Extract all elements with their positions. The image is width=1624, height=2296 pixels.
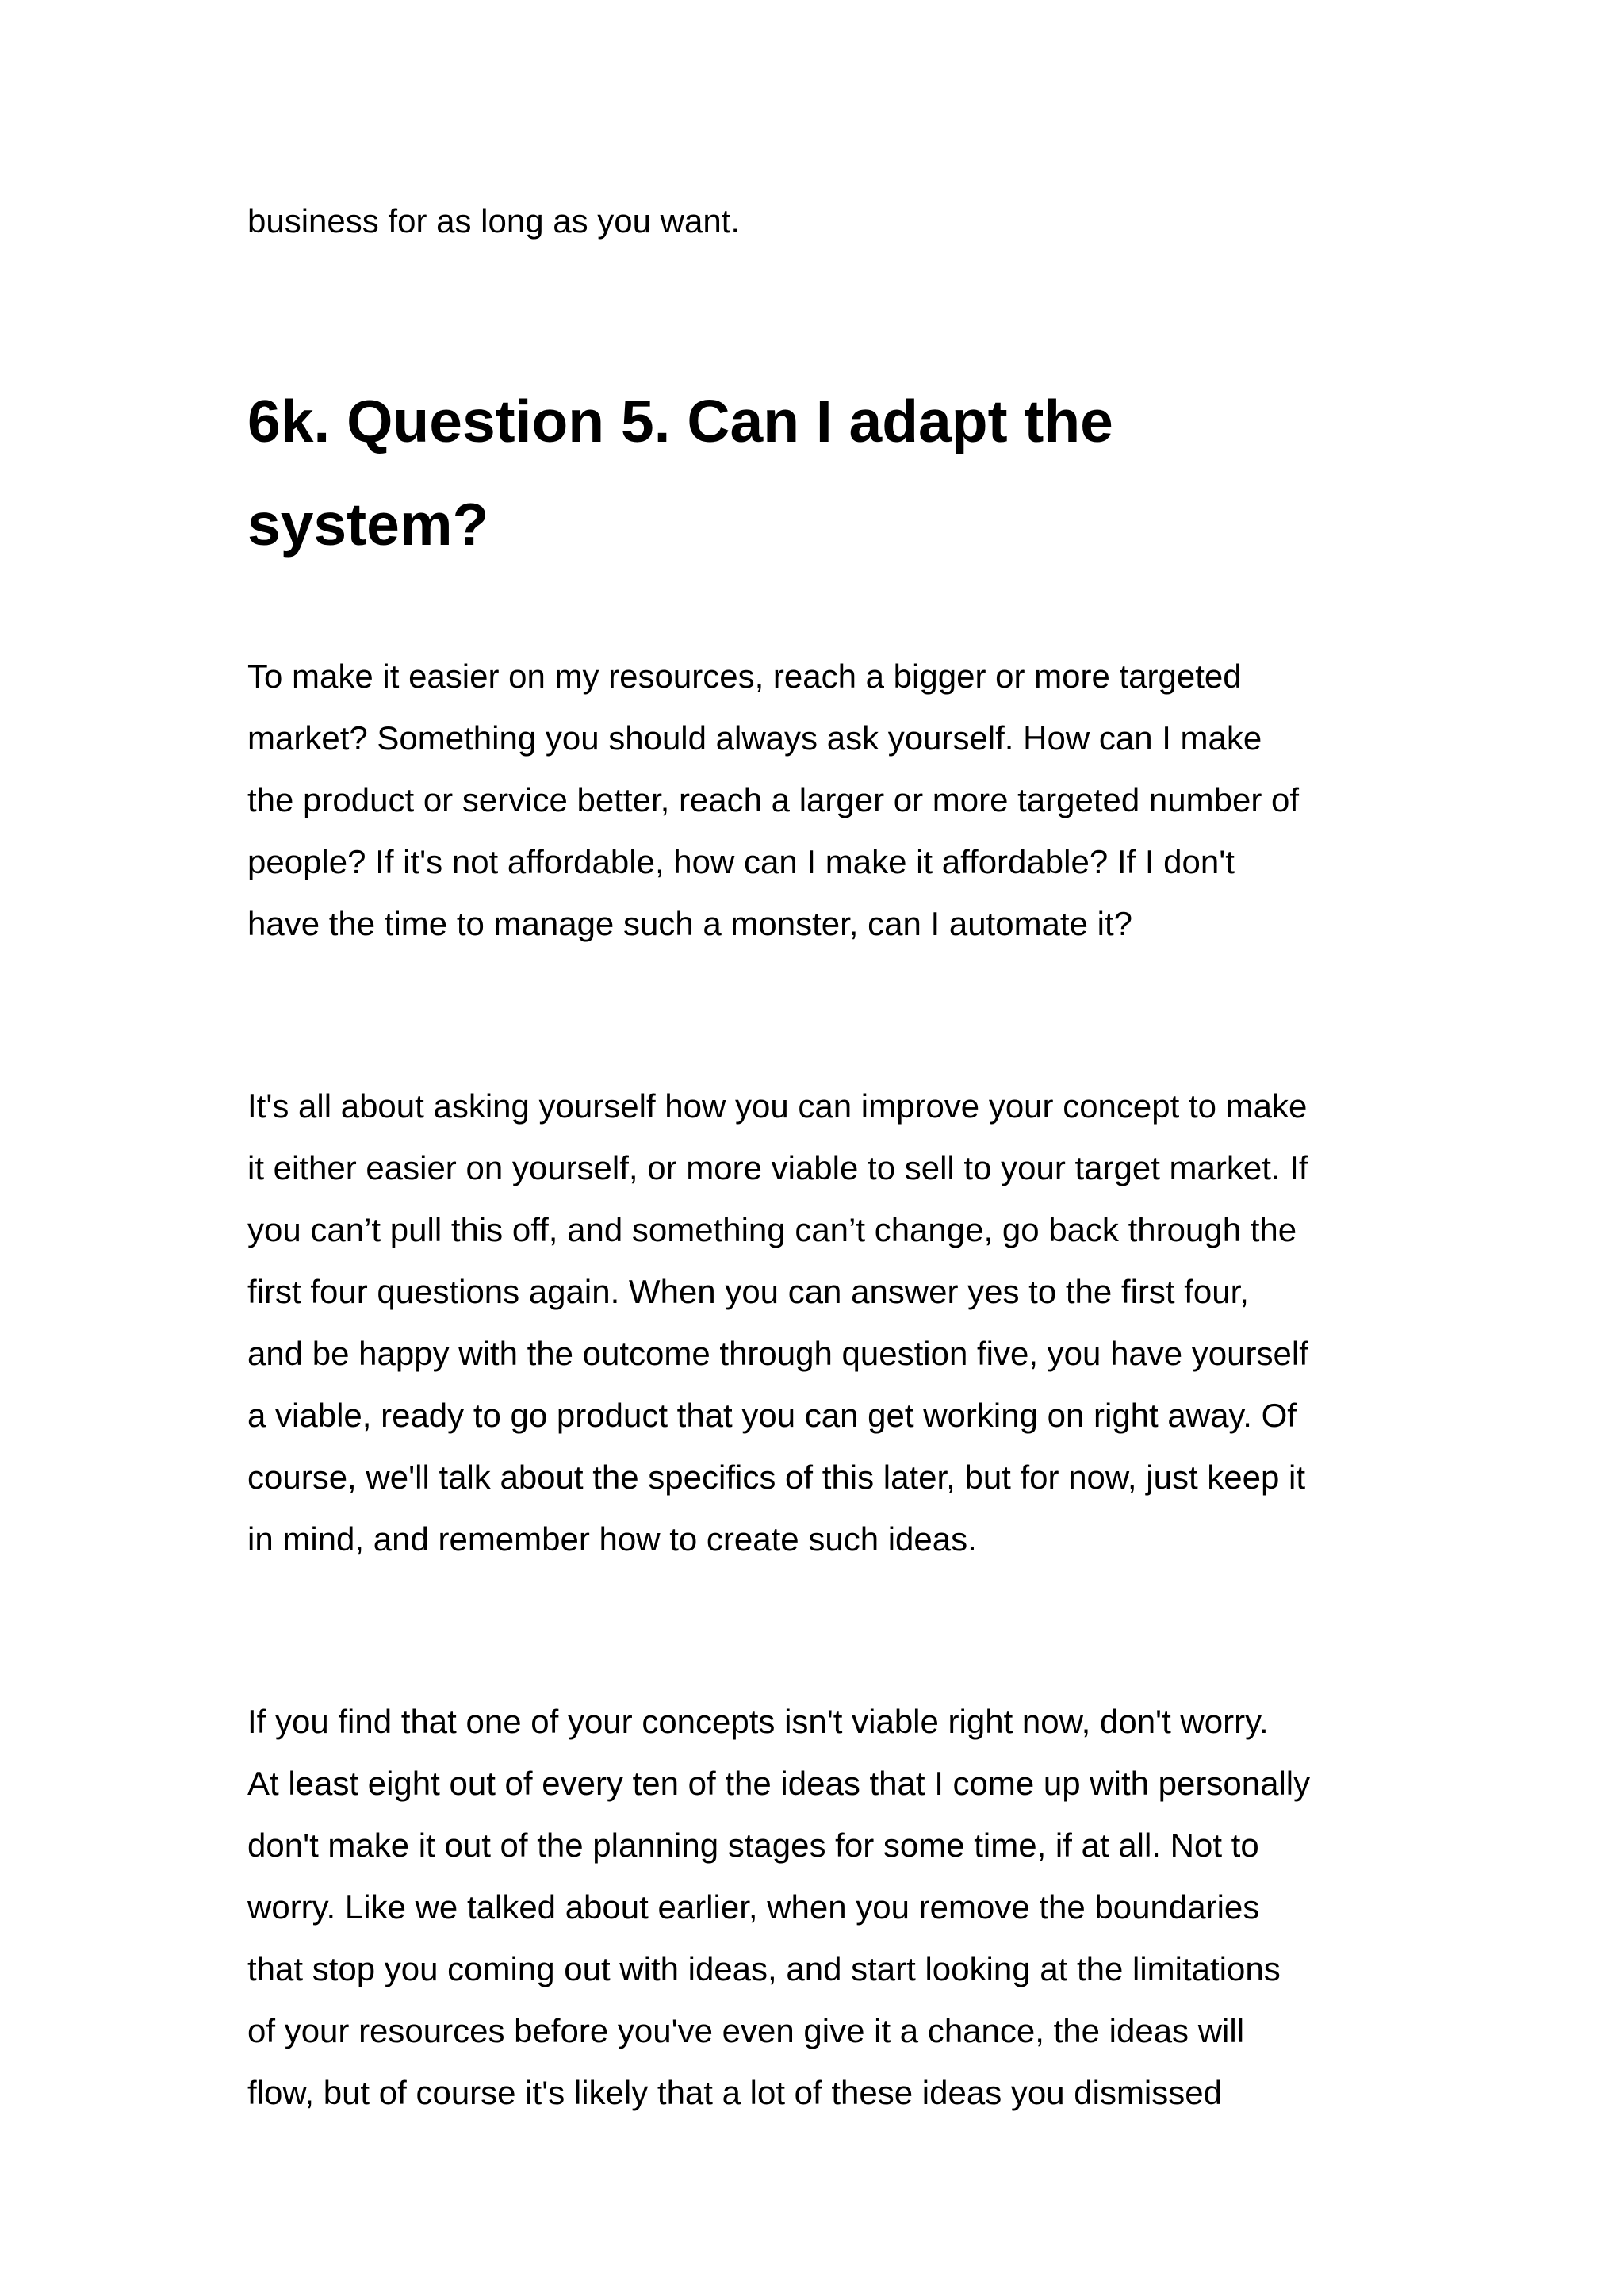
paragraph-line: you can’t pull this off, and something can’t change, go back through the bbox=[247, 1211, 1297, 1248]
paragraph-3 bbox=[247, 1691, 1310, 2124]
paragraph-line: the product or service better, reach a larger or more targeted number of bbox=[247, 781, 1300, 818]
paragraph-line: At least eight out of every ten of the ideas that I come up with personally bbox=[247, 1765, 1311, 1802]
heading-line: 6k. Question 5. Can I adapt the bbox=[247, 388, 1113, 454]
paragraph-line: a viable, ready to go product that you can get working on right away. Of bbox=[247, 1397, 1297, 1434]
paragraph-line: worry. Like we talked about earlier, when you remove the boundaries bbox=[247, 1888, 1260, 1926]
paragraph-line: If you find that one of your concepts isn't viable right now, don't worry. bbox=[247, 1703, 1269, 1740]
paragraph-line: To make it easier on my resources, reach a bigger or more targeted bbox=[247, 657, 1242, 695]
paragraph-line: in mind, and remember how to create such ideas. bbox=[247, 1520, 977, 1558]
lead-line: business for as long as you want. bbox=[247, 202, 741, 240]
paragraph-line: and be happy with the outcome through question five, you have yourself bbox=[247, 1335, 1308, 1372]
paragraph-line: people? If it's not affordable, how can I make it affordable? If I don't bbox=[247, 843, 1235, 880]
paragraph-line: have the time to manage such a monster, can I automate it? bbox=[247, 905, 1132, 942]
paragraph-line: that stop you coming out with ideas, and start looking at the limitations bbox=[247, 1950, 1281, 1987]
paragraph-1 bbox=[247, 646, 1299, 955]
heading-line: system? bbox=[247, 491, 489, 558]
paragraph-line: It's all about asking yourself how you can improve your concept to make bbox=[247, 1087, 1308, 1125]
paragraph-line: market? Something you should always ask yourself. How can I make bbox=[247, 719, 1262, 757]
paragraph-2 bbox=[247, 1075, 1308, 1570]
paragraph-line: it either easier on yourself, or more viable to sell to your target market. If bbox=[247, 1149, 1308, 1186]
paragraph-line: of your resources before you've even give it a chance, the ideas will bbox=[247, 2012, 1245, 2049]
paragraph-line: first four questions again. When you can answer yes to the first four, bbox=[247, 1273, 1249, 1310]
paragraph-line: flow, but of course it's likely that a lot of these ideas you dismissed bbox=[247, 2074, 1222, 2111]
paragraph-line: don't make it out of the planning stages for some time, if at all. Not to bbox=[247, 1826, 1259, 1864]
section-heading bbox=[247, 370, 1113, 576]
paragraph-line: course, we'll talk about the specifics of this later, but for now, just keep it bbox=[247, 1458, 1306, 1496]
